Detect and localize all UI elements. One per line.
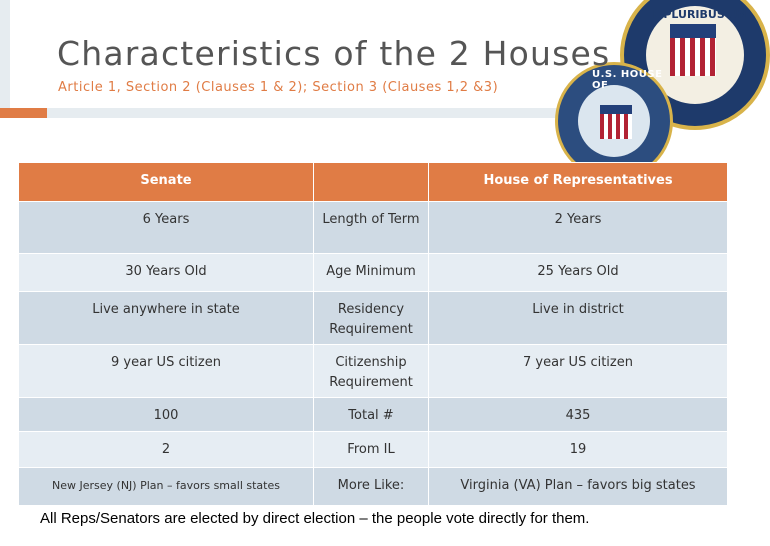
senate-seal-text: E PLURIBUS UN	[652, 8, 747, 21]
comparison-table	[18, 162, 728, 506]
left-accent-bar	[0, 0, 10, 108]
senate-cell: Live anywhere in state	[19, 292, 314, 345]
senate-cell: 9 year US citizen	[19, 345, 314, 398]
house-cell: Live in district	[429, 292, 728, 345]
house-cell: 7 year US citizen	[429, 345, 728, 398]
label-cell: Age Minimum	[314, 254, 429, 292]
table-row	[19, 345, 728, 398]
senate-cell: 30 Years Old	[19, 254, 314, 292]
senate-cell: New Jersey (NJ) Plan – favors small states	[19, 468, 314, 506]
label-cell: Citizenship Requirement	[314, 345, 429, 398]
label-cell: From IL	[314, 432, 429, 468]
table-row	[19, 254, 728, 292]
header-senate: Senate	[19, 163, 314, 202]
house-cell: Virginia (VA) Plan – favors big states	[429, 468, 728, 506]
senate-cell: 6 Years	[19, 202, 314, 254]
table-row	[19, 292, 728, 345]
table-row	[19, 202, 728, 254]
senate-cell: 100	[19, 398, 314, 432]
table-row	[19, 398, 728, 432]
house-cell: 25 Years Old	[429, 254, 728, 292]
label-cell: Total #	[314, 398, 429, 432]
slide-title: Characteristics of the 2 Houses	[57, 34, 611, 73]
house-cell: 435	[429, 398, 728, 432]
header-house: House of Representatives	[429, 163, 728, 202]
table-row	[19, 432, 728, 468]
label-cell: Length of Term	[314, 202, 429, 254]
house-cell: 19	[429, 432, 728, 468]
footer-note: All Reps/Senators are elected by direct election – the people vote directly for them.	[40, 510, 590, 527]
house-seal-shield-icon	[600, 105, 632, 139]
senate-cell: 2	[19, 432, 314, 468]
label-cell: Residency Requirement	[314, 292, 429, 345]
table-header-row	[19, 163, 728, 202]
slide-subtitle: Article 1, Section 2 (Clauses 1 & 2); Section 3 (Clauses 1,2 &3)	[58, 80, 499, 95]
senate-seal-shield-icon	[670, 24, 716, 76]
label-cell: More Like:	[314, 468, 429, 506]
table-row	[19, 468, 728, 506]
title-rule-accent	[0, 108, 47, 118]
header-middle	[314, 163, 429, 202]
house-seal-text: U.S. HOUSE OF	[592, 69, 663, 91]
house-cell: 2 Years	[429, 202, 728, 254]
